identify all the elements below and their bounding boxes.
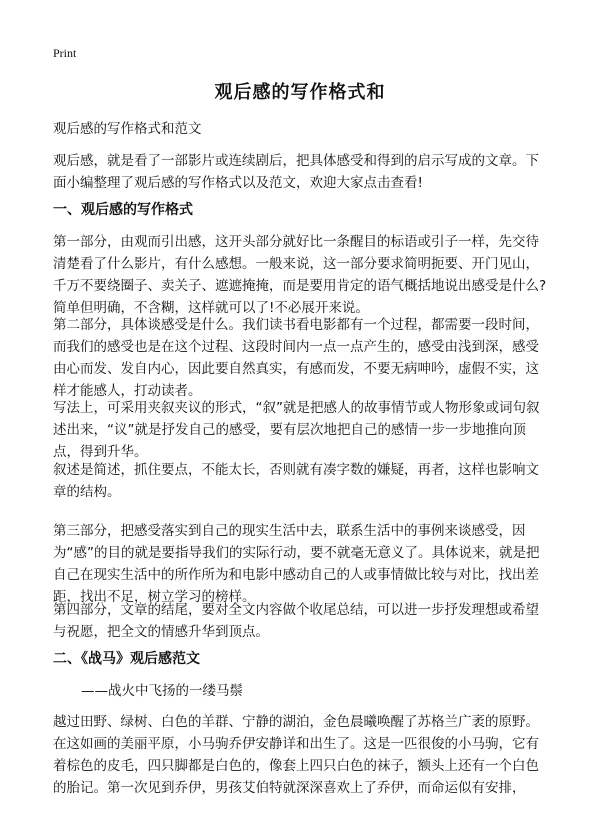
section-heading-sample: 二、《战马》观后感范文 (53, 651, 200, 667)
essay-paragraph: 越过田野、绿树、白色的羊群、宁静的湖泊，金色晨曦唤醒了苏格兰广袤的原野。在这如画的美丽平原，小马驹乔伊安静详和出生了。这是一匹很俊的小马驹，它有着棕色的皮毛，四只脚都是白色的，像套上四只白色的袜子，额头上还有一个白色的胎记。第一次见到乔伊，男孩艾伯特就深深喜欢上了乔伊，而命运似有安排， (53, 714, 539, 796)
print-label[interactable]: Print (53, 46, 77, 60)
subtitle: 观后感的写作格式和范文 (53, 121, 202, 137)
paragraph-part-two: 第二部分，具体谈感受是什么。我们读书看电影都有一个过程，都需要一段时间，而我们的感受也是在这个过程、这段时间内一点一点产生的，感受由浅到深，感受由心而发、发自内心，因此要自然真实，有感而发，不要无病呻吟，虚假不实，这样才能感人，打动读者。 (53, 317, 539, 399)
page-title: 观后感的写作格式和 (214, 82, 386, 103)
paragraph-narration: 叙述是简述，抓住要点，不能太长，否则就有凑字数的嫌疑，再者，这样也影响文章的结构。 (53, 462, 539, 500)
essay-subtitle: ——战火中飞扬的一缕马鬃 (81, 683, 243, 699)
paragraph-writing-method: 写法上，可采用夹叙夹议的形式，“叙”就是把感人的故事情节或人物形象或词句叙述出来，“议”就是抒发自己的感受，要有层次地把自己的感情一步一步地推向顶点，得到升华。 (53, 400, 540, 460)
intro-paragraph: 观后感，就是看了一部影片或连续剧后，把具体感受和得到的启示写成的文章。下面小编整理了观后感的写作格式以及范文，欢迎大家点击查看! (53, 153, 539, 191)
paragraph-part-one: 第一部分，由观而引出感，这开头部分就好比一条醒目的标语或引子一样，先交待清楚看了什么影片，有什么感想。一般来说，这一部分要求简明扼要、开门见山，千万不要绕圈子、卖关子、遮遮掩掩，而是要用肯定的语气概括地说出感受是什么?简单但明确，不含糊，这样就可以了!不必展开来说。 (53, 234, 547, 316)
paragraph-part-three: 第三部分，把感受落实到自己的现实生活中去，联系生活中的事例来谈感受，因为“感”的目的就是要指导我们的实际行动，要不就毫无意义了。具体说来，就是把自己在现实生活中的所作所为和电影中感动自己的人或事情做比较与对比，找出差距，找出不足，树立学习的榜样。 (53, 523, 540, 605)
paragraph-part-four: 第四部分，文章的结尾，要对全文内容做个收尾总结，可以进一步抒发理想或希望与祝愿，把全文的情感升华到顶点。 (53, 602, 539, 640)
section-heading-format: 一、观后感的写作格式 (53, 202, 193, 218)
